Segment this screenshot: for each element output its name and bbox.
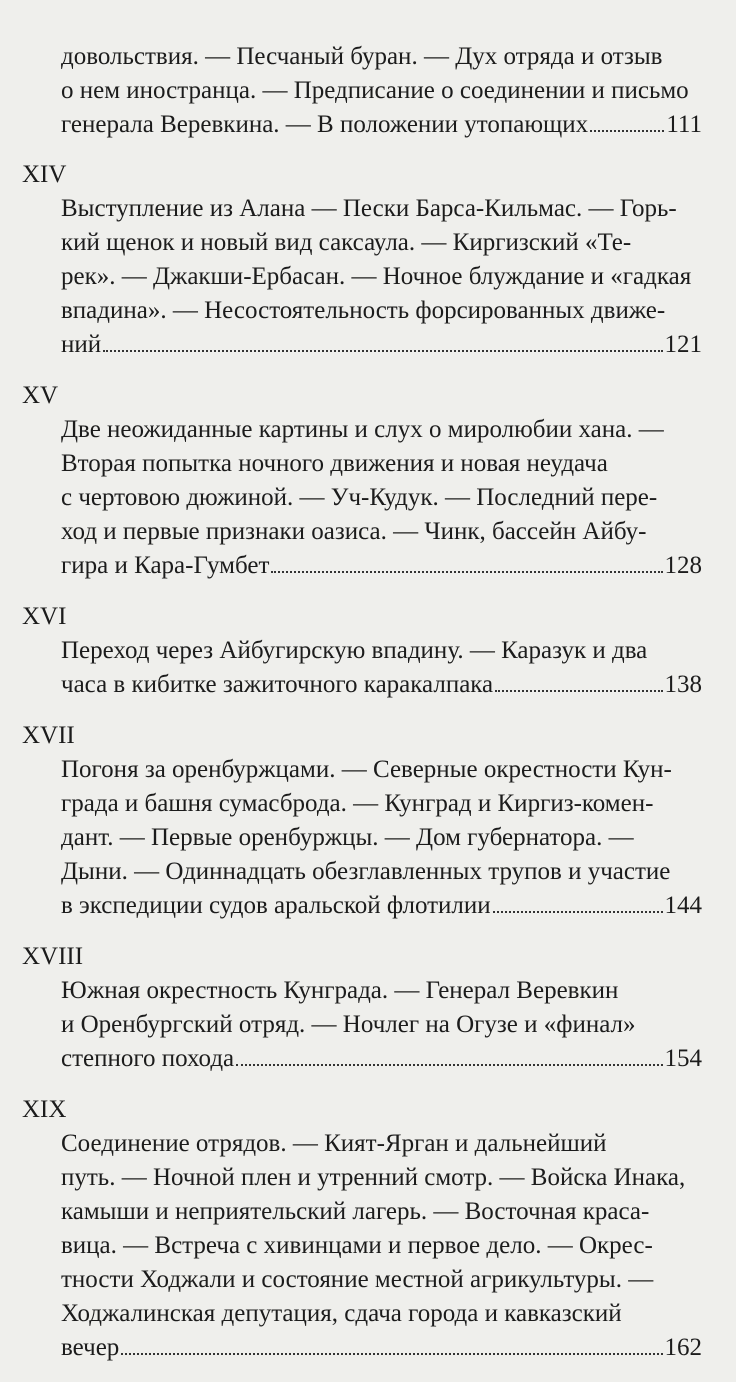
page-number: 154 (664, 1045, 702, 1072)
toc-entry (22, 600, 712, 702)
page-number: 121 (664, 331, 702, 358)
chapter-numeral: XIV (22, 161, 67, 188)
page-number: 162 (664, 1334, 702, 1361)
summary-line: часа в кибитке зажиточного каракалпака (61, 671, 494, 698)
chapter-summary (22, 634, 712, 702)
chapter-numeral: XIX (22, 1096, 67, 1123)
summary-line: о нем иностранца. — Предписание о соединении и письмо (61, 77, 689, 104)
summary-line: довольствия. — Песчаный буран. — Дух отряда и отзыв (61, 43, 663, 70)
dot-leader (103, 350, 662, 352)
summary-last-line (61, 1331, 702, 1365)
chapter-summary (22, 40, 712, 142)
chapter-summary (22, 192, 712, 362)
dot-leader (121, 1353, 662, 1355)
summary-line: Две неожиданные картины и слух о миролюбии хана. — (61, 416, 664, 443)
summary-line: в экспедиции судов аральской флотилии (61, 892, 491, 919)
toc-entry (22, 1093, 712, 1365)
summary-line: града и башня сумасброда. — Кунград и Киргиз-комен- (61, 790, 654, 817)
summary-line: ний (61, 331, 102, 358)
summary-line: ход и первые признаки оазиса. — Чинк, бассейн Айбу- (61, 518, 647, 545)
dot-leader (495, 690, 662, 692)
summary-line: Дыни. — Одиннадцать обезглавленных трупов и участие (61, 858, 671, 885)
summary-last-line (61, 549, 702, 583)
summary-line: впадина». — Несостоятельность форсированных движе- (61, 297, 666, 324)
summary-line: кий щенок и новый вид саксаула. — Киргизский «Те- (61, 229, 632, 256)
page-number: 138 (664, 671, 702, 698)
summary-line: Южная окрестность Кунграда. — Генерал Веревкин (61, 977, 619, 1004)
toc-entry (22, 940, 712, 1076)
summary-line: Ходжалинская депутация, сдача города и кавказский (61, 1300, 622, 1327)
summary-line: гира и Кара-Гумбет (61, 552, 270, 579)
page-number: 111 (666, 111, 702, 138)
summary-line: генерала Веревкина. — В положении утопающих (61, 111, 589, 138)
summary-last-line (61, 108, 702, 142)
summary-line: вица. — Встреча с хивинцами и первое дело. — Окрес- (61, 1232, 653, 1259)
page-number: 128 (664, 552, 702, 579)
summary-line: дант. — Первые оренбуржцы. — Дом губернатора. — (61, 824, 634, 851)
chapter-summary (22, 974, 712, 1076)
summary-last-line (61, 668, 702, 702)
summary-line: камыши и неприятельский лагерь. — Восточная краса- (61, 1198, 650, 1225)
summary-line: Выступление из Алана — Пески Барса-Кильмас. — Горь- (61, 195, 677, 222)
table-of-contents (22, 40, 712, 1382)
summary-line: Вторая попытка ночного движения и новая неудача (61, 450, 608, 477)
summary-last-line (61, 328, 702, 362)
summary-line: рек». — Джакши-Ербасан. — Ночное блуждание и «гадкая (61, 263, 692, 290)
dot-leader (271, 571, 662, 573)
summary-line: Переход через Айбугирскую впадину. — Каразук и два (61, 637, 648, 664)
summary-line: вечер (61, 1334, 120, 1361)
toc-entry (22, 158, 712, 362)
toc-entry (22, 40, 712, 142)
summary-line: степного похода (61, 1045, 235, 1072)
chapter-summary (22, 413, 712, 583)
chapter-summary (22, 753, 712, 923)
summary-line: тности Ходжали и состояние местной агрикультуры. — (61, 1266, 654, 1293)
page-number: 144 (664, 892, 702, 919)
summary-line: Погоня за оренбуржцами. — Северные окрестности Кун- (61, 756, 672, 783)
summary-line: и Оренбургский отряд. — Ночлег на Огузе и «финал» (61, 1011, 636, 1038)
chapter-numeral: XVIII (22, 943, 84, 970)
chapter-summary (22, 1127, 712, 1365)
summary-line: Соединение отрядов. — Кият-Ярган и дальнейший (61, 1130, 607, 1157)
dot-leader (590, 130, 664, 132)
summary-last-line (61, 1042, 702, 1076)
chapter-numeral: XVI (22, 603, 67, 630)
dot-leader (236, 1064, 662, 1066)
summary-line: с чертовою дюжиной. — Уч-Кудук. — Последний пере- (61, 484, 658, 511)
toc-entry (22, 719, 712, 923)
summary-line: путь. — Ночной плен и утренний смотр. — Войска Инака, (61, 1164, 686, 1191)
toc-entry (22, 379, 712, 583)
chapter-numeral: XVII (22, 722, 75, 749)
summary-last-line (61, 889, 702, 923)
dot-leader (493, 911, 663, 913)
chapter-numeral: XV (22, 382, 59, 409)
